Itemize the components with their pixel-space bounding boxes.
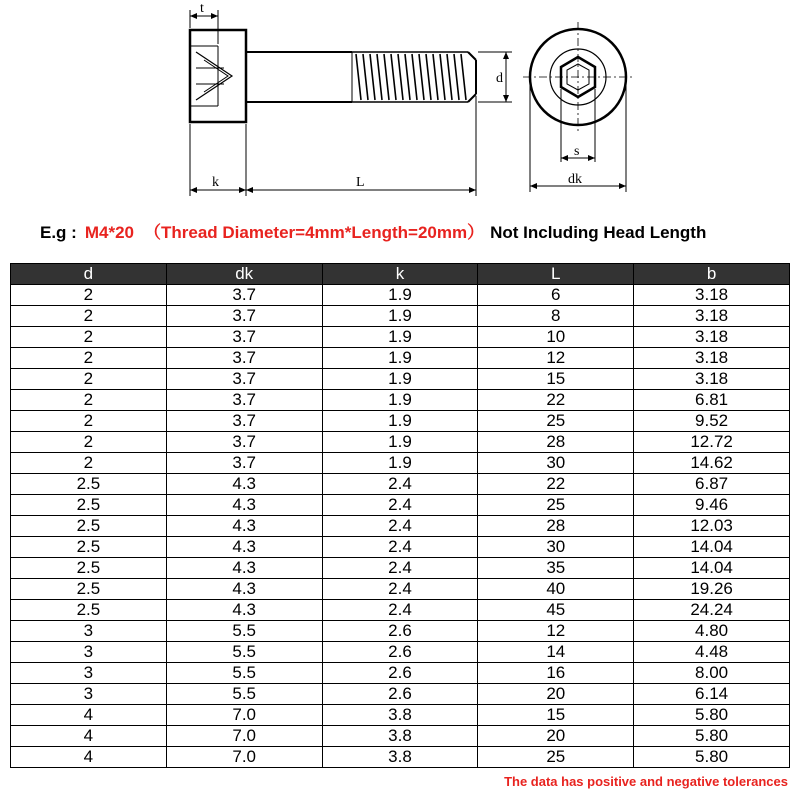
cell-dk: 5.5 [166, 663, 322, 684]
cell-b: 3.18 [634, 327, 790, 348]
cell-dk: 3.7 [166, 411, 322, 432]
cell-d: 2.5 [11, 579, 167, 600]
cell-L: 28 [478, 516, 634, 537]
cell-b: 8.00 [634, 663, 790, 684]
cell-L: 25 [478, 747, 634, 768]
cell-L: 10 [478, 327, 634, 348]
thread-line [440, 54, 445, 100]
cell-b: 3.18 [634, 285, 790, 306]
cell-d: 2 [11, 432, 167, 453]
cell-k: 3.8 [322, 747, 478, 768]
cell-b: 14.04 [634, 558, 790, 579]
table-row [11, 579, 790, 600]
table-row [11, 663, 790, 684]
cell-b: 12.03 [634, 516, 790, 537]
col-header-b: b [634, 264, 790, 285]
thread-line [398, 54, 403, 100]
cell-L: 20 [478, 726, 634, 747]
thread-line [405, 54, 410, 100]
cell-d: 2 [11, 285, 167, 306]
cell-L: 30 [478, 537, 634, 558]
cell-dk: 3.7 [166, 348, 322, 369]
tolerance-note: The data has positive and negative tolerances [504, 774, 788, 789]
cell-L: 14 [478, 642, 634, 663]
cell-k: 2.4 [322, 600, 478, 621]
cell-k: 1.9 [322, 369, 478, 390]
cell-dk: 4.3 [166, 516, 322, 537]
cell-dk: 3.7 [166, 306, 322, 327]
cell-dk: 4.3 [166, 600, 322, 621]
table-row [11, 474, 790, 495]
cell-b: 5.80 [634, 726, 790, 747]
cell-L: 8 [478, 306, 634, 327]
table-row [11, 516, 790, 537]
cell-dk: 4.3 [166, 579, 322, 600]
table-row [11, 705, 790, 726]
table-body [11, 285, 790, 768]
cell-b: 4.80 [634, 621, 790, 642]
cell-b: 24.24 [634, 600, 790, 621]
cell-d: 2.5 [11, 600, 167, 621]
cell-b: 3.18 [634, 306, 790, 327]
cell-dk: 5.5 [166, 642, 322, 663]
dim-label-L: L [356, 175, 365, 190]
cell-L: 22 [478, 390, 634, 411]
table-row [11, 726, 790, 747]
cell-L: 25 [478, 411, 634, 432]
thread-line [447, 54, 452, 100]
cell-k: 1.9 [322, 348, 478, 369]
cell-L: 35 [478, 558, 634, 579]
cell-k: 3.8 [322, 705, 478, 726]
cell-b: 12.72 [634, 432, 790, 453]
cell-b: 6.81 [634, 390, 790, 411]
table-row [11, 453, 790, 474]
col-header-d: d [11, 264, 167, 285]
cell-L: 20 [478, 684, 634, 705]
cell-d: 2 [11, 369, 167, 390]
cell-L: 15 [478, 369, 634, 390]
cell-d: 2.5 [11, 495, 167, 516]
thread-line [370, 54, 375, 100]
cell-k: 1.9 [322, 285, 478, 306]
example-model: M4*20 [84, 223, 134, 242]
table-row [11, 411, 790, 432]
dim-label-s: s [574, 144, 580, 159]
cell-k: 2.6 [322, 663, 478, 684]
col-header-k: k [322, 264, 478, 285]
table-row [11, 642, 790, 663]
cell-b: 9.52 [634, 411, 790, 432]
cell-L: 6 [478, 285, 634, 306]
dim-label-t: t [200, 1, 204, 16]
table-row [11, 432, 790, 453]
dim-label-d: d [496, 71, 503, 86]
cell-dk: 4.3 [166, 558, 322, 579]
cell-L: 15 [478, 705, 634, 726]
col-header-L: L [478, 264, 634, 285]
table-row [11, 537, 790, 558]
cell-dk: 7.0 [166, 747, 322, 768]
cell-L: 25 [478, 495, 634, 516]
cell-k: 1.9 [322, 432, 478, 453]
thread-line [419, 54, 424, 100]
table-row [11, 285, 790, 306]
cell-k: 3.8 [322, 726, 478, 747]
cell-L: 30 [478, 453, 634, 474]
cell-k: 2.4 [322, 474, 478, 495]
cell-k: 1.9 [322, 306, 478, 327]
spec-table [10, 263, 790, 768]
cell-b: 5.80 [634, 705, 790, 726]
cell-b: 14.62 [634, 453, 790, 474]
cell-dk: 3.7 [166, 369, 322, 390]
cell-dk: 7.0 [166, 726, 322, 747]
cell-d: 3 [11, 642, 167, 663]
cell-d: 4 [11, 705, 167, 726]
cell-dk: 3.7 [166, 285, 322, 306]
example-note: Not Including Head Length [490, 223, 707, 242]
cell-b: 5.80 [634, 747, 790, 768]
cell-k: 2.6 [322, 621, 478, 642]
thread-line [384, 54, 389, 100]
col-header-dk: dk [166, 264, 322, 285]
cell-dk: 4.3 [166, 474, 322, 495]
cell-dk: 7.0 [166, 705, 322, 726]
cell-k: 2.4 [322, 558, 478, 579]
thread-line [356, 54, 361, 100]
cell-d: 2 [11, 348, 167, 369]
table-row [11, 684, 790, 705]
cell-k: 2.6 [322, 684, 478, 705]
cell-k: 1.9 [322, 390, 478, 411]
cell-d: 2.5 [11, 516, 167, 537]
cell-L: 12 [478, 621, 634, 642]
screw-drawing [0, 0, 800, 205]
table-header-row [11, 264, 790, 285]
thread-line [454, 54, 459, 100]
cell-L: 22 [478, 474, 634, 495]
cell-d: 3 [11, 684, 167, 705]
cell-b: 4.48 [634, 642, 790, 663]
thread-line [363, 54, 368, 100]
cell-b: 19.26 [634, 579, 790, 600]
cell-b: 6.14 [634, 684, 790, 705]
example-line [40, 218, 790, 246]
thread-line [391, 54, 396, 100]
table-row [11, 558, 790, 579]
cell-d: 3 [11, 663, 167, 684]
table-row [11, 600, 790, 621]
cell-dk: 3.7 [166, 432, 322, 453]
table-row [11, 495, 790, 516]
thread-line [412, 54, 417, 100]
cell-k: 2.4 [322, 516, 478, 537]
cell-L: 45 [478, 600, 634, 621]
cell-b: 3.18 [634, 348, 790, 369]
table-row [11, 747, 790, 768]
dim-label-k: k [212, 175, 219, 190]
cell-d: 3 [11, 621, 167, 642]
table-row [11, 306, 790, 327]
cell-d: 2.5 [11, 537, 167, 558]
thread-lines [356, 54, 466, 100]
cell-k: 1.9 [322, 411, 478, 432]
cell-L: 12 [478, 348, 634, 369]
cell-d: 4 [11, 747, 167, 768]
cell-dk: 3.7 [166, 327, 322, 348]
thread-line [433, 54, 438, 100]
cell-d: 2 [11, 453, 167, 474]
cell-d: 2 [11, 306, 167, 327]
example-lead: E.g : [40, 223, 77, 242]
cell-dk: 5.5 [166, 621, 322, 642]
table-row [11, 390, 790, 411]
cell-d: 2 [11, 327, 167, 348]
cell-L: 16 [478, 663, 634, 684]
thread-line [426, 54, 431, 100]
cell-k: 2.4 [322, 537, 478, 558]
cell-d: 4 [11, 726, 167, 747]
cell-k: 2.4 [322, 579, 478, 600]
cell-d: 2 [11, 411, 167, 432]
cell-d: 2.5 [11, 474, 167, 495]
table-row [11, 369, 790, 390]
cell-L: 28 [478, 432, 634, 453]
cell-b: 14.04 [634, 537, 790, 558]
cell-L: 40 [478, 579, 634, 600]
cell-d: 2 [11, 390, 167, 411]
example-spec: （Thread Diameter=4mm*Length=20mm） [143, 223, 485, 242]
cell-dk: 3.7 [166, 453, 322, 474]
cell-dk: 3.7 [166, 390, 322, 411]
cell-b: 3.18 [634, 369, 790, 390]
dim-label-dk: dk [568, 172, 582, 187]
table-row [11, 621, 790, 642]
cell-d: 2.5 [11, 558, 167, 579]
cell-k: 1.9 [322, 327, 478, 348]
cell-k: 2.6 [322, 642, 478, 663]
table-row [11, 327, 790, 348]
cell-k: 2.4 [322, 495, 478, 516]
cell-dk: 4.3 [166, 495, 322, 516]
cell-b: 6.87 [634, 474, 790, 495]
thread-line [461, 54, 466, 100]
cell-k: 1.9 [322, 453, 478, 474]
table-row [11, 348, 790, 369]
cell-dk: 5.5 [166, 684, 322, 705]
cell-b: 9.46 [634, 495, 790, 516]
thread-line [377, 54, 382, 100]
cell-dk: 4.3 [166, 537, 322, 558]
